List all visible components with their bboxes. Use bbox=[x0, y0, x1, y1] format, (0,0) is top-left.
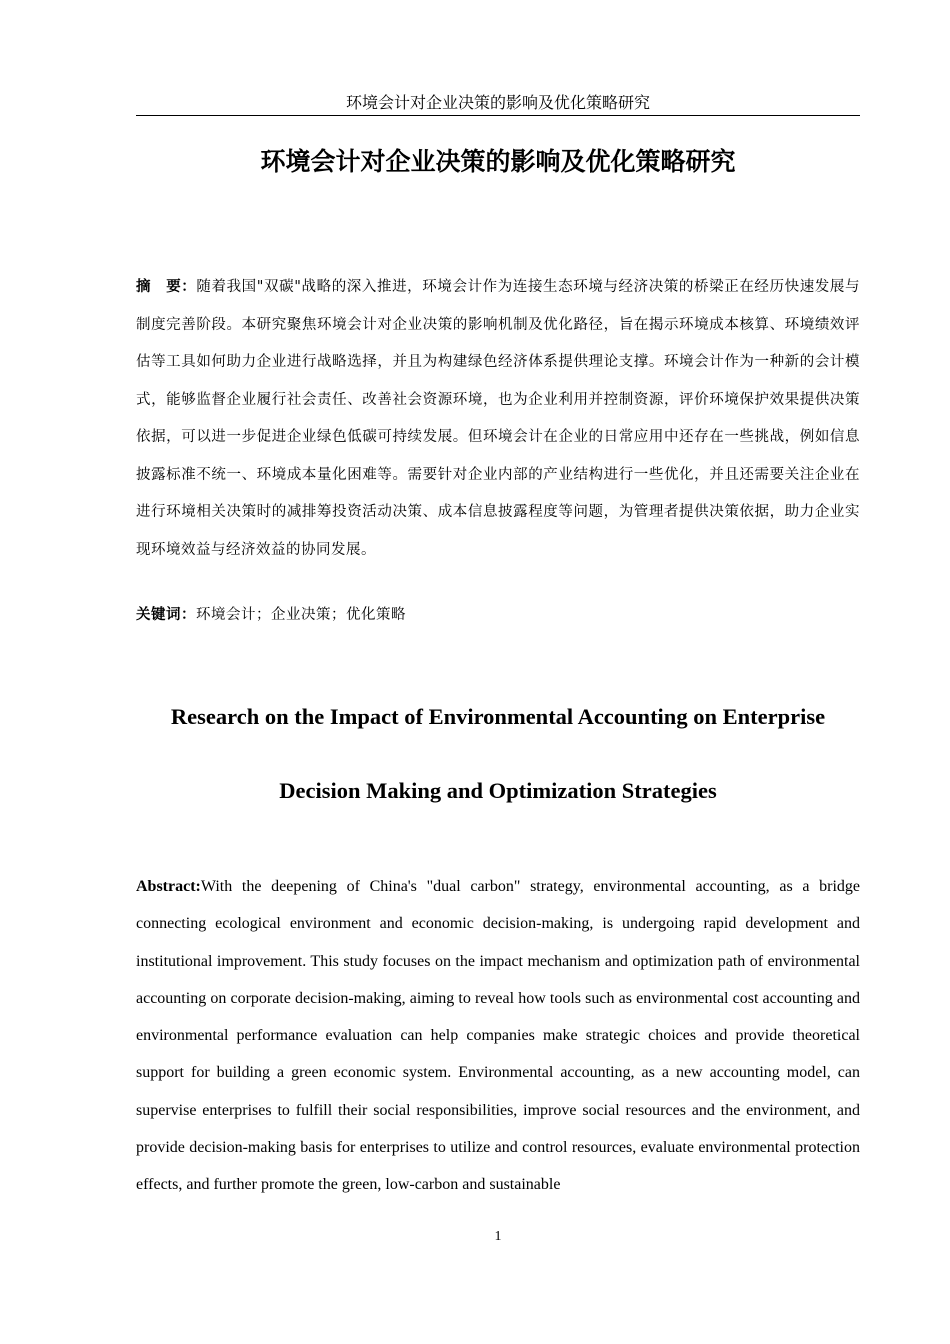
chinese-abstract-label: 摘 要： bbox=[136, 278, 197, 295]
english-abstract-text: With the deepening of China's "dual carbon" strategy, environmental accounting, as a bridge connecting ecological environment and economic decision-making, is undergoing rapid development and institutional improvement. This study focuses on the impact mechanism and optimization path of environmental accounting on corporate decision-making, aiming to reveal how tools such as environmental cost accounting and environmental performance evaluation can help companies make strategic choices and provide theoretical support for building a green economic system. Environmental accounting, as a new accounting model, can supervise enterprises to fulfill their social responsibilities, improve social resources and the environment, and provide decision-making basis for enterprises to utilize and control resources, evaluate environmental protection effects, and further promote the green, low-carbon and sustainable bbox=[136, 878, 860, 1194]
english-abstract-label: Abstract: bbox=[136, 878, 201, 895]
chinese-title: 环境会计对企业决策的影响及优化策略研究 bbox=[260, 147, 736, 176]
page-number: 1 bbox=[494, 1229, 502, 1244]
english-abstract bbox=[136, 868, 860, 1204]
chinese-keywords-text: 环境会计；企业决策；优化策略 bbox=[196, 607, 406, 623]
chinese-keywords-label: 关键词： bbox=[136, 606, 196, 623]
english-title: Research on the Impact of Environmental Accounting on Enterprise Decision Making and Optimization Strategies bbox=[170, 704, 826, 803]
chinese-abstract-text: 随着我国"双碳"战略的深入推进，环境会计作为连接生态环境与经济决策的桥梁正在经历快速发展与制度完善阶段。本研究聚焦环境会计对企业决策的影响机制及优化路径，旨在揭示环境成本核算、环境绩效评估等工具如何助力企业进行战略选择，并且为构建绿色经济体系提供理论支撑。环境会计作为一种新的会计模式，能够监督企业履行社会责任、改善社会资源环境，也为企业利用并控制资源，评价环境保护效果提供决策依据，可以进一步促进企业绿色低碳可持续发展。但环境会计在企业的日常应用中还存在一些挑战，例如信息披露标准不统一、环境成本量化困难等。需要针对企业内部的产业结构进行一些优化，并且还需要关注企业在进行环境相关决策时的减排筹投资活动决策、成本信息披露程度等问题，为管理者提供决策依据，助力企业实现环境效益与经济效益的协同发展。 bbox=[136, 279, 860, 558]
chinese-abstract bbox=[136, 268, 860, 569]
chinese-keywords bbox=[136, 602, 860, 628]
running-header: 环境会计对企业决策的影响及优化策略研究 bbox=[136, 92, 860, 116]
